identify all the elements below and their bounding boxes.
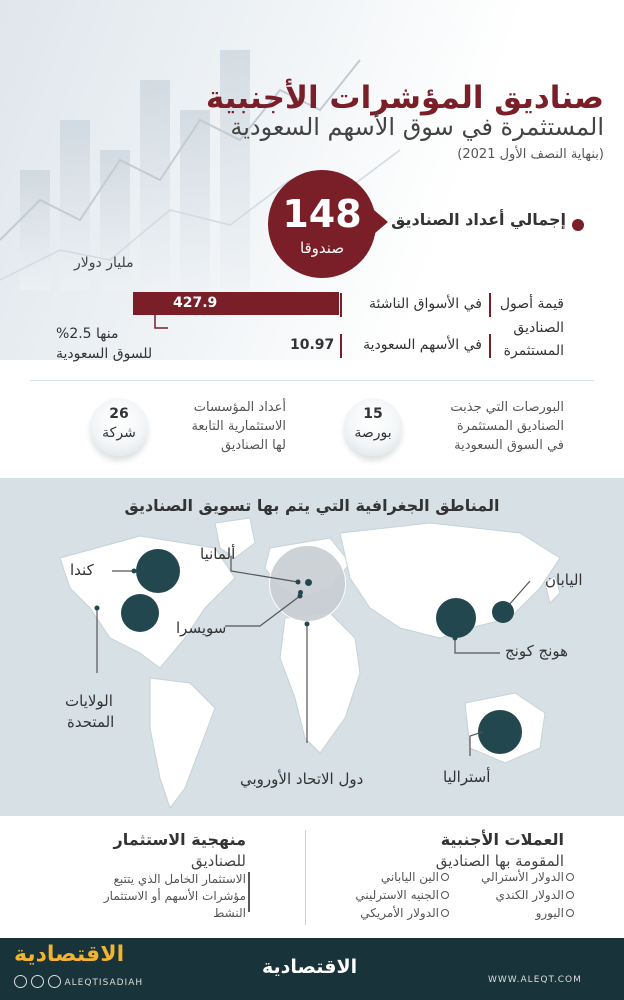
bullet-aud <box>566 873 574 881</box>
exchanges-circle <box>344 398 402 456</box>
total-arrow <box>374 210 388 234</box>
saudi-share-line2: للسوق السعودية <box>56 346 153 362</box>
footer-website[interactable]: WWW.ALEQT.COM <box>488 975 582 985</box>
companies-desc-1: أعداد المؤسسات <box>193 400 286 415</box>
share-connector-line <box>150 314 170 336</box>
total-bullet <box>572 219 584 231</box>
footer-center-brand: الاقتصادية <box>262 956 358 978</box>
methodology-subtitle: للصناديق <box>190 852 246 870</box>
assets-label-line2: الصناديق <box>513 320 564 336</box>
footer <box>0 938 624 1000</box>
currency-eur: اليورو <box>535 906 564 920</box>
page-subtitle: المستثمرة في سوق الأسهم السعودية <box>230 113 604 141</box>
bullet-eur <box>566 909 574 917</box>
companies-circle <box>90 398 148 456</box>
bullet-cad <box>566 891 574 899</box>
map-label-eu: دول الاتحاد الأوروبي <box>240 770 364 788</box>
map-title: المناطق الجغرافية التي يتم بها تسويق الصناديق <box>124 496 500 515</box>
map-label-usa-line2: المتحدة <box>67 713 115 731</box>
footer-logo: الاقتصادية <box>14 942 125 967</box>
emerging-markets-bar <box>133 292 339 315</box>
currency-gbp: الجنيه الاسترليني <box>355 888 439 902</box>
assets-separator-3 <box>340 293 342 317</box>
bullet-usd <box>441 909 449 917</box>
saudi-share-line1: منها 2.5% <box>56 326 119 342</box>
facebook-icon[interactable] <box>48 975 61 988</box>
instagram-icon[interactable] <box>14 975 27 988</box>
exchanges-desc-1: البورصات التي جذبت <box>450 400 564 415</box>
methodology-desc-1: الاستثمار الخامل الذي يتتبع <box>113 872 246 886</box>
methodology-marker <box>248 872 250 912</box>
currency-jpy: الين الياباني <box>380 870 439 884</box>
total-funds-unit: صندوقا <box>299 239 345 257</box>
assets-unit: مليار دولار <box>74 255 134 271</box>
exchanges-value: 15 <box>363 406 383 422</box>
currency-usd: الدولار الأمريكي <box>360 906 439 920</box>
saudi-market-value: 10.97 <box>290 337 335 353</box>
assets-label-line1: قيمة أصول <box>499 296 564 312</box>
footer-handle[interactable]: ALEQTISADIAH <box>64 978 144 988</box>
stats-divider <box>30 380 594 381</box>
assets-separator-4 <box>340 334 342 358</box>
map-label-hongkong: هونج كونج <box>505 642 569 660</box>
footer-social <box>14 974 143 988</box>
currencies-title: العملات الأجنبية <box>440 830 564 849</box>
total-funds-label: إجمالي أعداد الصناديق <box>391 210 566 229</box>
total-funds-value: 148 <box>282 192 362 236</box>
assets-separator-1 <box>489 293 491 317</box>
methodology-desc-2: مؤشرات الأسهم أو الاستثمار <box>103 889 246 903</box>
methodology-title: منهجية الاستثمار <box>113 830 246 849</box>
emerging-markets-label: في الأسواق الناشئة <box>369 296 482 312</box>
map-label-usa-line1: الولايات <box>65 692 113 710</box>
twitter-icon[interactable] <box>31 975 44 988</box>
map-label-japan: اليابان <box>545 571 583 589</box>
bullet-gbp <box>441 891 449 899</box>
companies-unit: شركة <box>102 425 136 441</box>
exchanges-desc-3: في السوق السعودية <box>454 438 564 453</box>
methodology-desc-3: النشط <box>213 906 246 920</box>
exchanges-desc-2: الصناديق المستثمرة <box>456 419 564 434</box>
companies-desc-2: الاستثمارية التابعة <box>191 419 286 434</box>
currency-cad: الدولار الكندي <box>495 888 564 902</box>
saudi-market-label: في الأسهم السعودية <box>363 337 482 353</box>
page-title: صناديق المؤشرات الأجنبية <box>205 80 604 116</box>
exchanges-unit: بورصة <box>354 425 392 441</box>
companies-value: 26 <box>109 406 129 422</box>
bullet-jpy <box>441 873 449 881</box>
map-label-switzerland: سويسرا <box>176 619 227 637</box>
emerging-markets-value: 427.9 <box>173 295 218 311</box>
map-label-canada: كندا <box>70 561 94 579</box>
currencies-subtitle: المقومة بها الصناديق <box>435 852 564 870</box>
companies-desc-3: لها الصناديق <box>220 438 286 453</box>
assets-label-line3: المستثمرة <box>503 343 564 359</box>
currency-aud: الدولار الأسترالي <box>480 870 564 884</box>
assets-separator-2 <box>489 334 491 358</box>
bottom-divider <box>305 830 306 925</box>
map-label-australia: أستراليا <box>443 768 491 786</box>
total-funds-circle <box>268 170 376 278</box>
map-label-germany: ألمانيا <box>200 545 236 563</box>
period-note: (بنهاية النصف الأول 2021) <box>457 147 604 162</box>
